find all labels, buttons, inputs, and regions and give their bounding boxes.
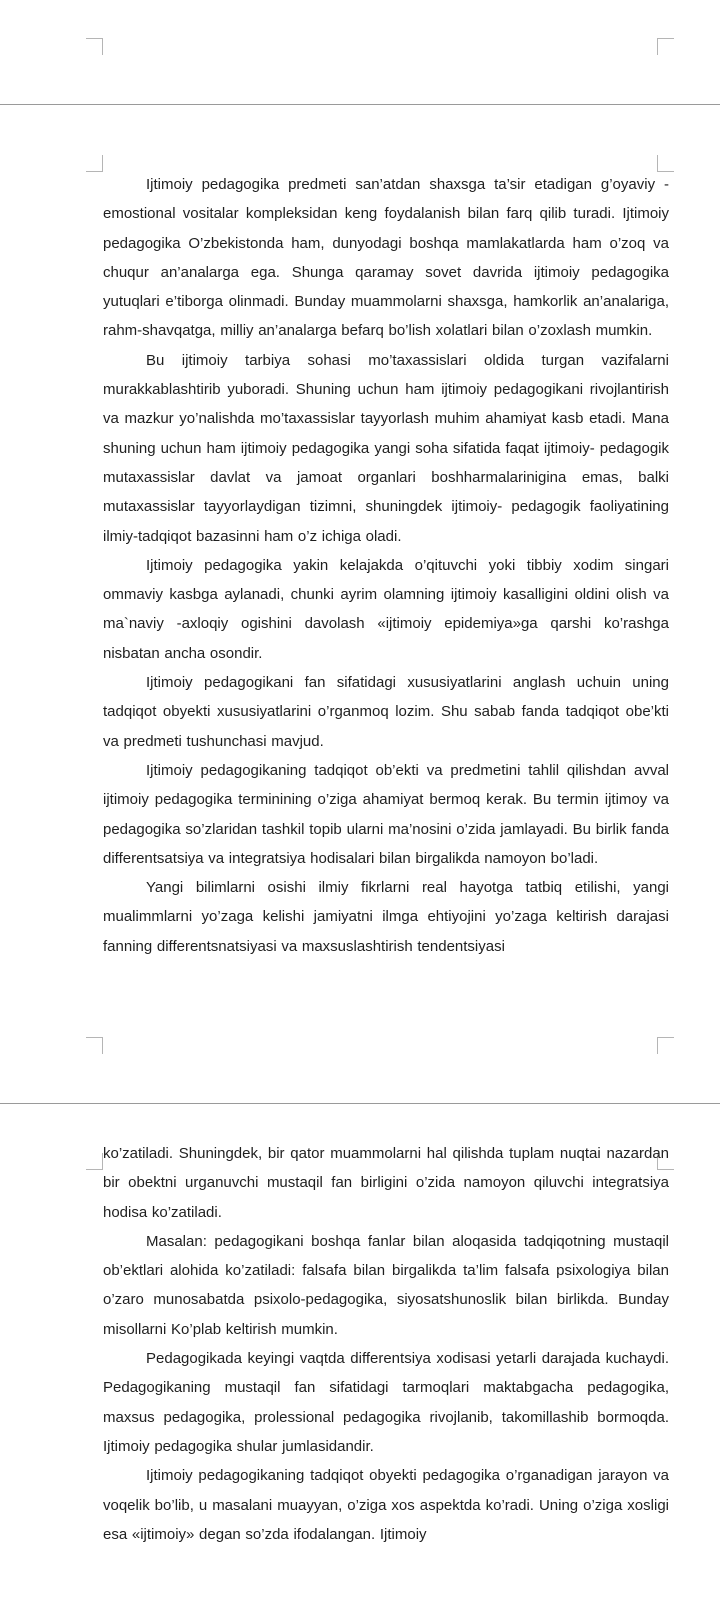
paragraph: Pedagogikada keyingi vaqtda differentsiya xodisasi yetarli darajada kuchaydi. Pedagogikaning mustaqil fan sifatidagi tarmoqlari maktabgacha pedagogika, maxsus pedagogika, prolessional pedagogika rivojlanib, takomillashib bormoqda. Ijtimoiy pedagogika shular jumlasidandir.	[103, 1350, 669, 1455]
paragraph: Yangi bilimlarni osishi ilmiy fikrlarni real hayotga tatbiq etilishi, yangi mualimmlarni yo’zaga kelishi jamiyatni ilmga ehtiyojini yo’zaga keltirish darajasi fanning differentsnatsiyasi va maxsuslashtirish tendentsiyasi	[103, 879, 669, 955]
margin-corner-mark	[86, 1153, 103, 1170]
paragraph: Masalan: pedagogikani boshqa fanlar bilan aloqasida tadqiqotning mustaqil ob’ektlari alohida ko’zatiladi: falsafa bilan birgalikda ta’lim falsafa psixologiya bilan o’zaro munosabatda psixolo-pedagogika, siyosatshunoslik bilan birlikda. Bunday misollarni Ko’plab keltirish mumkin.	[103, 1232, 669, 1338]
margin-corner-mark	[86, 38, 103, 55]
margin-corner-mark	[657, 38, 674, 55]
page-break-line	[0, 1103, 720, 1104]
paragraph: Ijtimoiy pedagogikaning tadqiqot ob’ekti va predmetini tahlil qilishdan avval ijtimoiy pedagogika terminining o’ziga ahamiyat bermoq kerak. Bu termin ijtimoy va pedagogika so’zlaridan tashkil topib ularni ma’nosini o’zida jamlayadi. Bu birlik fanda differentsatsiya va integratsiya hodisalari bilan birgalikda namoyon bo’ladi.	[103, 761, 669, 867]
paragraph: ko’zatiladi. Shuningdek, bir qator muammolarni hal qilishda tuplam nuqtai nazardan bir obektni urganuvchi mustaqil fan birligini o’zida namoyon qiluvchi integratsiya hodisa ko’zatiladi.	[103, 1145, 669, 1221]
paragraph: Bu ijtimoiy tarbiya sohasi mo’taxassislari oldida turgan vazifalarni murakkablashtirib yuboradi. Shuning uchun ham ijtimoiy pedagogikani rivojlantirish va mazkur yo’nalishda mo’taxassislar tayyorlash muhim ahamiyat kasb etadi. Mana shuning uchun ham ijtimoiy pedagogika yangi soha sifatida faqat ijtimoiy- pedagogik mutaxassislar davlat va jamoat organlari boshharmalarinigina emas, balki mutaxassislar tayyorlaydigan tizimni, shuningdek ijtimoiy- pedagogik faoliyatining ilmiy-tadqiqot bazasinni ham o’z ichiga oladi.	[103, 351, 669, 545]
page-1-body	[103, 170, 669, 961]
margin-corner-mark	[86, 155, 103, 172]
paragraph: Ijtimoiy pedagogikaning tadqiqot obyekti pedagogika o’rganadigan jarayon va voqelik bo’lib, u masalani muayyan, o’ziga xos aspektda ko’radi. Uning o’ziga xosligi esa «ijtimoiy» degan so’zda ifodalangan. Ijtimoiy	[103, 1467, 669, 1543]
page-break-line	[0, 104, 720, 105]
paragraph: Ijtimoiy pedagogika yakin kelajakda o’qituvchi yoki tibbiy xodim singari ommaviy kasbga aylanadi, chunki ayrim olamning ijtimoiy kasalligini oldini olish va ma`naviy -axloqiy ogishini davolash «ijtimoiy epidemiya»ga qarshi ko’rashga nisbatan ancha osondir.	[103, 556, 669, 662]
margin-corner-mark	[86, 1037, 103, 1054]
paragraph: Ijtimoiy pedagogikani fan sifatidagi xususiyatlarini anglash uchuin uning tadqiqot obyekti xususiyatlarini o’rganmoq lozim. Shu sabab fanda tadqiqot obe’kti va predmeti tushunchasi mavjud.	[103, 674, 669, 750]
paragraph: Ijtimoiy pedagogika predmeti san’atdan shaxsga ta’sir etadigan g’oyaviy - emostional vositalar kompleksidan keng foydalanish bilan farq qilib turadi. Ijtimoiy pedagogika O’zbekistonda ham, dunyodagi boshqa mamlakatlarda ham o’zoq va chuqur an’analarga ega. Shunga qaramay sovet davrida ijtimoiy pedagogika yutuqlari e’tiborga olinmadi. Bunday muammolarni shaxsga, hamkorlik an’analariga, rahm-shavqatga, milliy an’analarga befarq bo’lish xolatlari bilan o’zoxlash mumkin.	[103, 176, 669, 340]
margin-corner-mark	[657, 1037, 674, 1054]
page-2-body	[103, 1139, 669, 1549]
